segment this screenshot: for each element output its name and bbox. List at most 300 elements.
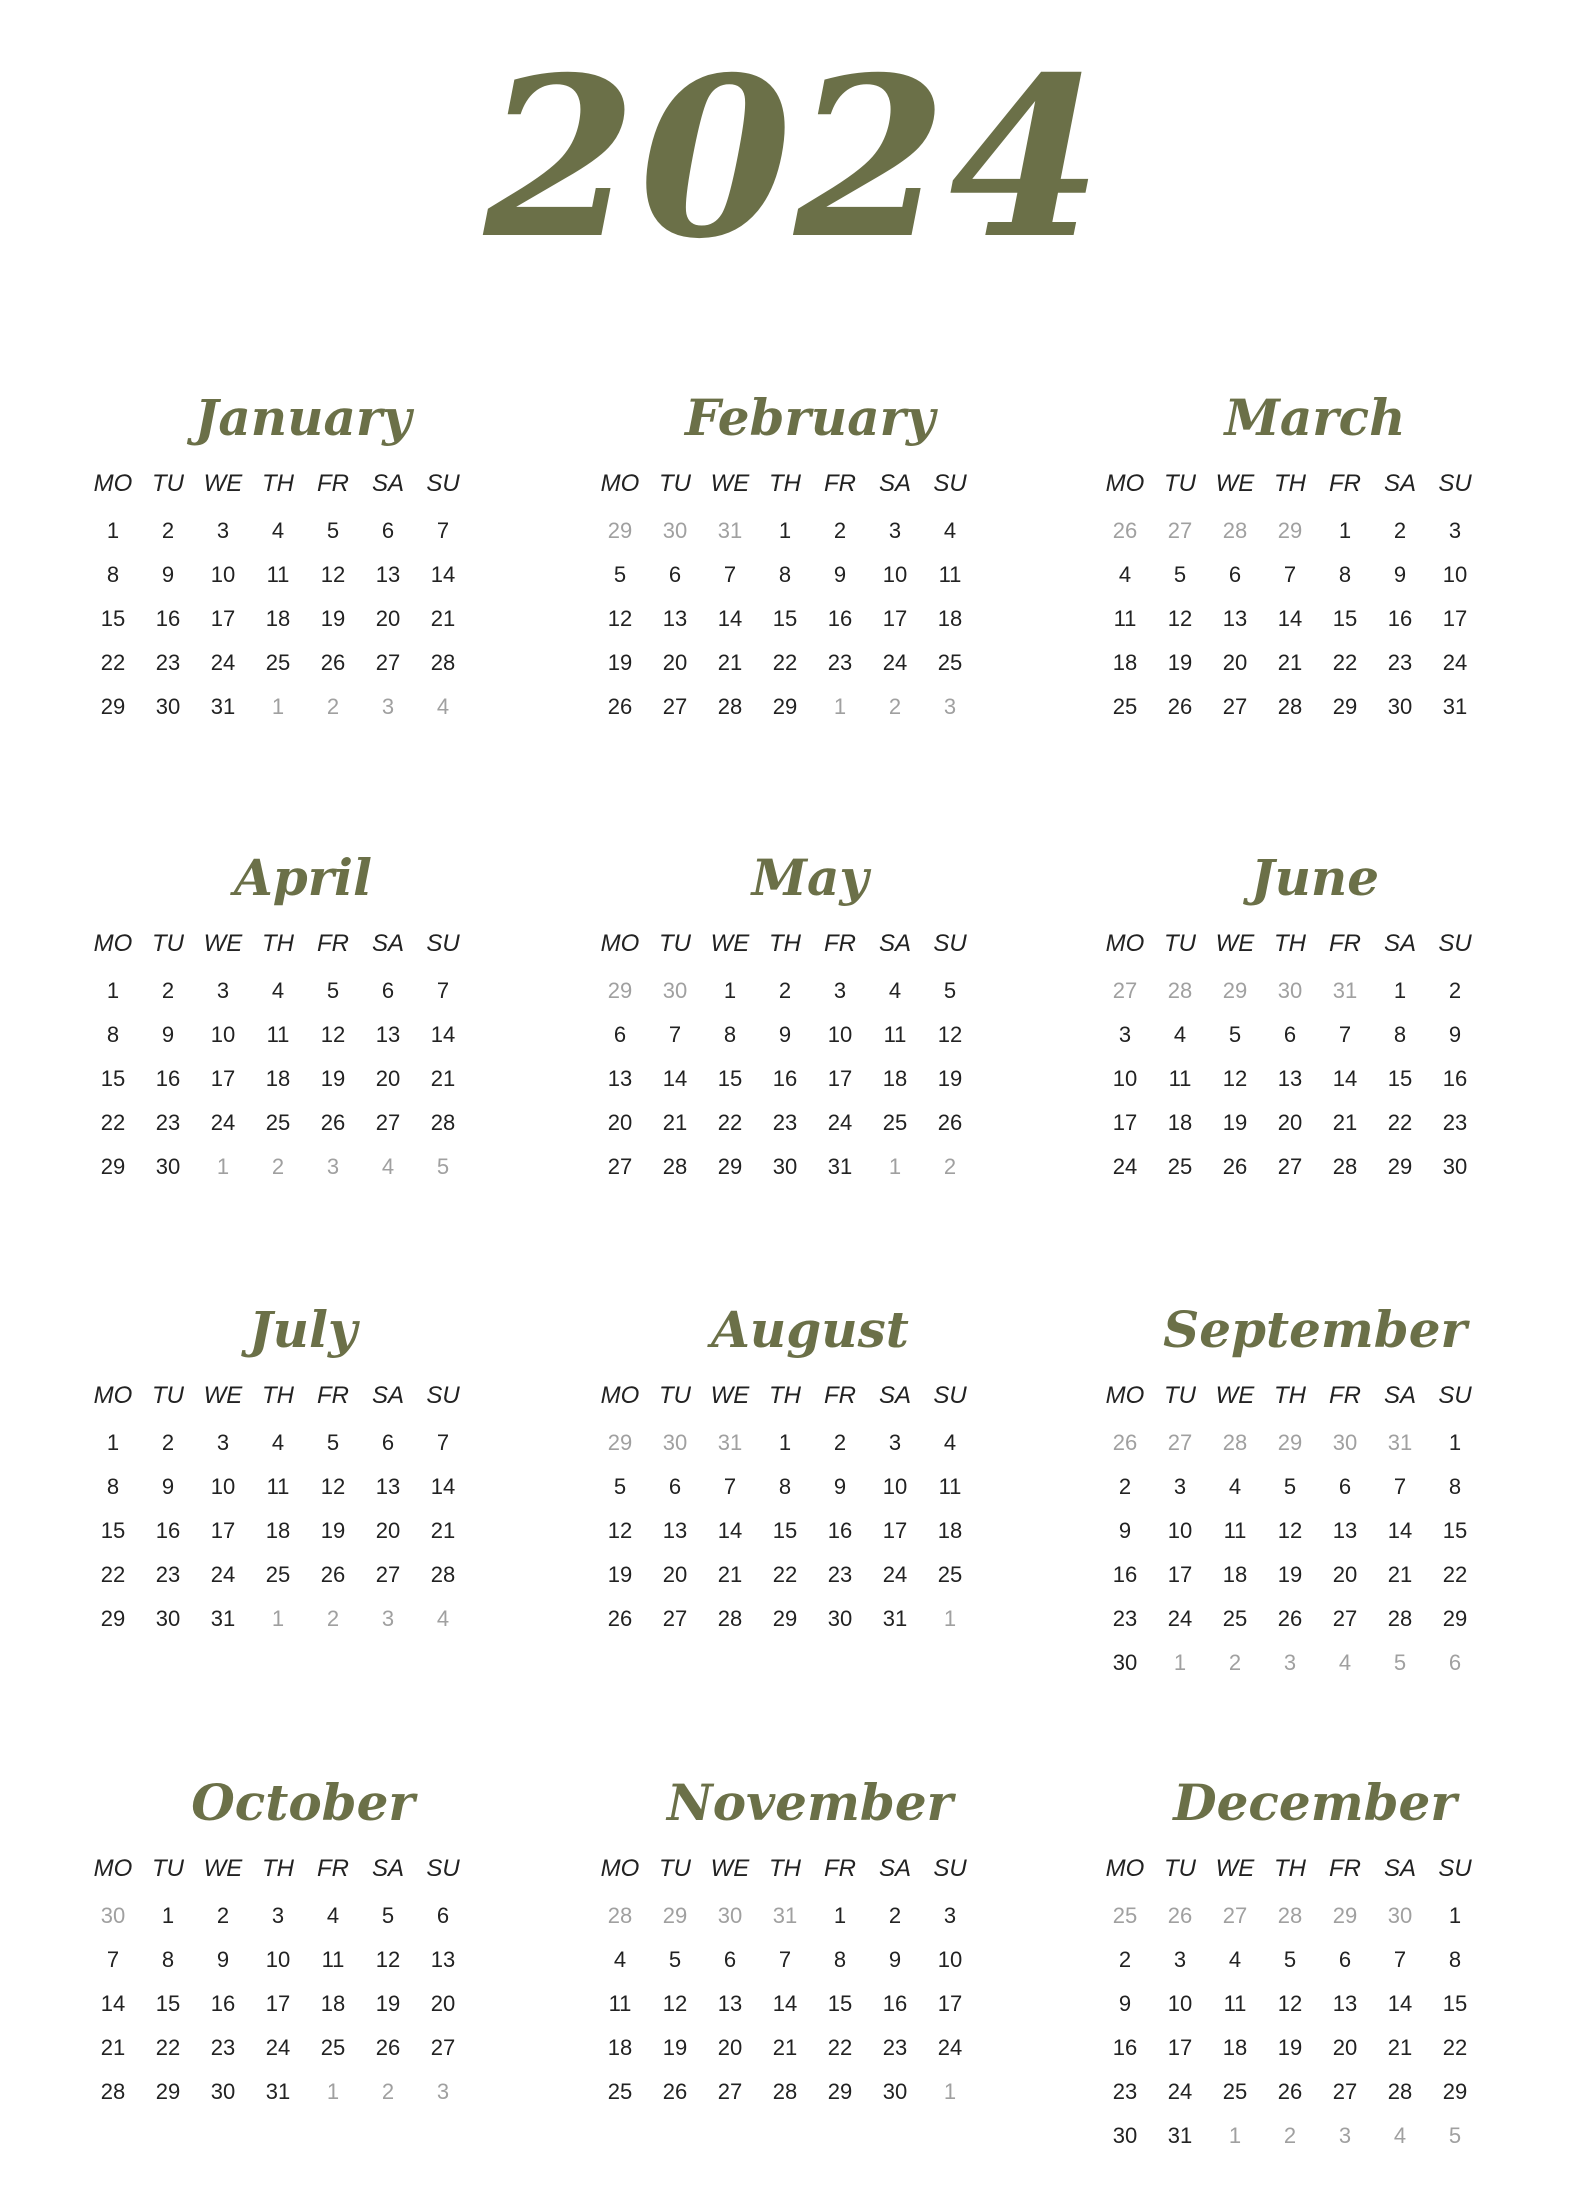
day-cell: 26 <box>662 2079 688 2104</box>
weekday-label: TU <box>152 930 184 957</box>
weekday-label: TU <box>1164 1855 1196 1882</box>
day-cell: 19 <box>1167 650 1193 675</box>
day-cell: 31 <box>827 1154 853 1179</box>
day-cell: 22 <box>100 650 126 675</box>
day-cell: 2 <box>1118 1947 1132 1972</box>
weekday-label: SU <box>426 1382 460 1409</box>
weekday-label: TH <box>769 1382 801 1409</box>
weekday-label: SU <box>426 1855 460 1882</box>
day-cell: 27 <box>1332 2079 1358 2104</box>
week-row <box>1095 598 1535 640</box>
week-row <box>83 970 523 1012</box>
day-cell-adjacent-month: 6 <box>1448 1650 1462 1675</box>
day-cell: 12 <box>662 1991 688 2016</box>
day-cell: 13 <box>1332 1518 1358 1543</box>
day-cell: 12 <box>320 562 346 587</box>
week-row <box>1095 1895 1535 1937</box>
weekday-header-row <box>590 1851 1030 1887</box>
day-cell: 26 <box>1167 694 1193 719</box>
day-cell: 24 <box>827 1110 853 1135</box>
week-row <box>590 1466 1030 1508</box>
day-cell: 16 <box>882 1991 908 2016</box>
weekday-label: SA <box>878 1382 911 1409</box>
year-title: 2024 <box>483 28 1105 287</box>
day-cell: 20 <box>375 606 401 631</box>
weekday-label: TU <box>1164 470 1196 497</box>
day-cell: 4 <box>326 1903 340 1928</box>
weekday-label: FR <box>1329 1855 1361 1882</box>
day-cell: 12 <box>375 1947 401 1972</box>
day-cell: 1 <box>833 1903 847 1928</box>
day-cell: 13 <box>430 1947 456 1972</box>
week-row <box>1095 1014 1535 1056</box>
day-cell: 27 <box>717 2079 743 2104</box>
weekday-label: FR <box>317 1382 349 1409</box>
day-cell: 5 <box>668 1947 682 1972</box>
day-cell: 21 <box>662 1110 688 1135</box>
day-cell: 20 <box>430 1991 456 2016</box>
day-cell: 30 <box>155 1154 181 1179</box>
day-cell: 17 <box>210 606 236 631</box>
day-cell: 17 <box>1167 2035 1193 2060</box>
weekday-label: FR <box>317 930 349 957</box>
day-cell-adjacent-month: 29 <box>1222 978 1248 1003</box>
day-cell: 11 <box>266 562 290 587</box>
day-cell: 2 <box>833 518 847 543</box>
day-cell: 15 <box>155 1991 181 2016</box>
day-cell: 20 <box>375 1066 401 1091</box>
day-cell: 26 <box>607 1606 633 1631</box>
day-cell: 23 <box>1442 1110 1468 1135</box>
day-cell-adjacent-month: 30 <box>1277 978 1303 1003</box>
day-cell: 13 <box>717 1991 743 2016</box>
week-row <box>1095 1554 1535 1596</box>
day-cell: 31 <box>1442 694 1468 719</box>
day-cell: 29 <box>827 2079 853 2104</box>
day-cell: 27 <box>1222 694 1248 719</box>
day-cell-adjacent-month: 4 <box>1393 2123 1407 2148</box>
day-cell-adjacent-month: 31 <box>1387 1430 1413 1455</box>
weekday-label: FR <box>1329 1382 1361 1409</box>
day-cell: 23 <box>827 1562 853 1587</box>
day-cell: 20 <box>375 1518 401 1543</box>
day-cell: 28 <box>1387 2079 1413 2104</box>
weekday-label: SA <box>1383 1382 1416 1409</box>
weekday-header-row <box>83 466 523 502</box>
day-cell-adjacent-month: 1 <box>271 694 285 719</box>
month-name: August <box>711 1300 909 1359</box>
day-cell: 12 <box>320 1474 346 1499</box>
day-cell-adjacent-month: 30 <box>1387 1903 1413 1928</box>
day-cell-adjacent-month: 29 <box>607 978 633 1003</box>
day-cell: 3 <box>271 1903 285 1928</box>
weekday-label: SU <box>1438 470 1472 497</box>
day-cell-adjacent-month: 1 <box>1228 2123 1242 2148</box>
weekday-label: SA <box>878 930 911 957</box>
day-cell: 10 <box>210 562 236 587</box>
day-cell: 29 <box>1442 2079 1468 2104</box>
week-row <box>1095 686 1535 728</box>
day-cell: 23 <box>1387 650 1413 675</box>
week-row <box>83 1598 523 1640</box>
day-cell: 31 <box>265 2079 291 2104</box>
day-cell: 7 <box>106 1947 120 1972</box>
weekday-label: MO <box>93 930 133 957</box>
day-cell: 14 <box>1332 1066 1358 1091</box>
day-cell-adjacent-month: 31 <box>717 518 743 543</box>
weekday-label: SU <box>426 470 460 497</box>
day-cell: 5 <box>326 518 340 543</box>
day-cell: 3 <box>1173 1947 1187 1972</box>
day-cell: 16 <box>1442 1066 1468 1091</box>
day-cell: 10 <box>210 1022 236 1047</box>
day-cell: 25 <box>937 650 963 675</box>
week-row <box>590 2071 1030 2113</box>
day-cell: 10 <box>827 1022 853 1047</box>
day-cell: 2 <box>161 518 175 543</box>
day-cell: 24 <box>210 1562 236 1587</box>
day-cell: 25 <box>265 1562 291 1587</box>
day-cell-adjacent-month: 2 <box>326 1606 340 1631</box>
day-cell: 14 <box>1387 1991 1413 2016</box>
month-name: June <box>1250 848 1380 907</box>
day-cell-adjacent-month: 4 <box>381 1154 395 1179</box>
day-cell: 26 <box>937 1110 963 1135</box>
week-row <box>83 598 523 640</box>
weekday-label: SU <box>1438 1382 1472 1409</box>
day-cell: 18 <box>265 606 291 631</box>
week-row <box>83 686 523 728</box>
day-cell: 11 <box>266 1022 290 1047</box>
day-cell: 11 <box>1113 606 1137 631</box>
day-cell: 8 <box>161 1947 175 1972</box>
day-cell: 15 <box>1442 1518 1468 1543</box>
day-cell-adjacent-month: 31 <box>717 1430 743 1455</box>
month-name: May <box>751 848 869 907</box>
day-cell: 28 <box>772 2079 798 2104</box>
month-december <box>1095 1773 1535 2159</box>
day-cell: 25 <box>1167 1154 1193 1179</box>
day-cell: 20 <box>1222 650 1248 675</box>
week-row <box>83 554 523 596</box>
week-row <box>83 510 523 552</box>
day-cell: 24 <box>210 1110 236 1135</box>
day-cell: 11 <box>938 1474 962 1499</box>
day-cell: 2 <box>888 1903 902 1928</box>
week-row <box>83 2027 523 2069</box>
day-cell: 2 <box>778 978 792 1003</box>
day-cell: 17 <box>210 1066 236 1091</box>
week-row <box>1095 2071 1535 2113</box>
week-row <box>1095 1466 1535 1508</box>
day-cell: 13 <box>607 1066 633 1091</box>
week-row <box>590 686 1030 728</box>
day-cell: 1 <box>1448 1903 1462 1928</box>
weekday-label: MO <box>93 1855 133 1882</box>
weekday-label: FR <box>317 1855 349 1882</box>
day-cell-adjacent-month: 27 <box>1167 518 1193 543</box>
day-cell-adjacent-month: 2 <box>1228 1650 1242 1675</box>
day-cell: 18 <box>607 2035 633 2060</box>
day-cell: 8 <box>106 1022 120 1047</box>
week-row <box>1095 1983 1535 2025</box>
weekday-label: FR <box>317 470 349 497</box>
day-cell: 13 <box>1277 1066 1303 1091</box>
week-row <box>83 1058 523 1100</box>
weekday-label: SU <box>1438 930 1472 957</box>
day-cell-adjacent-month: 1 <box>833 694 847 719</box>
day-cell: 3 <box>833 978 847 1003</box>
day-cell: 28 <box>1332 1154 1358 1179</box>
day-cell: 28 <box>1387 1606 1413 1631</box>
day-cell-adjacent-month: 3 <box>381 694 395 719</box>
day-cell: 23 <box>155 1110 181 1135</box>
day-cell: 8 <box>106 562 120 587</box>
day-cell: 12 <box>937 1022 963 1047</box>
day-cell: 13 <box>375 1474 401 1499</box>
week-row <box>1095 510 1535 552</box>
day-cell: 25 <box>265 1110 291 1135</box>
day-cell: 9 <box>1118 1991 1132 2016</box>
day-cell: 28 <box>430 650 456 675</box>
weekday-label: TU <box>152 1382 184 1409</box>
day-cell: 19 <box>1222 1110 1248 1135</box>
day-cell: 9 <box>161 1022 175 1047</box>
week-row <box>1095 1146 1535 1188</box>
day-cell: 6 <box>723 1947 737 1972</box>
day-cell: 18 <box>265 1066 291 1091</box>
day-cell: 27 <box>662 1606 688 1631</box>
day-cell: 8 <box>723 1022 737 1047</box>
day-cell-adjacent-month: 28 <box>607 1903 633 1928</box>
day-cell-adjacent-month: 30 <box>717 1903 743 1928</box>
day-cell: 30 <box>210 2079 236 2104</box>
weekday-label: MO <box>93 470 133 497</box>
day-cell: 14 <box>1277 606 1303 631</box>
day-cell: 6 <box>668 1474 682 1499</box>
weekday-label: WE <box>1215 1382 1255 1409</box>
day-cell: 31 <box>210 694 236 719</box>
day-cell: 6 <box>668 562 682 587</box>
day-cell: 10 <box>882 562 908 587</box>
week-row <box>83 1102 523 1144</box>
weekday-header-row <box>1095 466 1535 502</box>
day-cell: 1 <box>1448 1430 1462 1455</box>
day-cell-adjacent-month: 3 <box>1283 1650 1297 1675</box>
weekday-label: SU <box>933 1855 967 1882</box>
day-cell: 22 <box>772 1562 798 1587</box>
day-cell: 31 <box>1167 2123 1193 2148</box>
day-cell: 12 <box>1277 1518 1303 1543</box>
weekday-label: WE <box>710 470 750 497</box>
day-cell: 23 <box>1112 1606 1138 1631</box>
week-row <box>590 642 1030 684</box>
day-cell-adjacent-month: 2 <box>943 1154 957 1179</box>
month-june <box>1095 848 1535 1190</box>
weekday-label: TH <box>769 470 801 497</box>
day-cell: 16 <box>155 606 181 631</box>
day-cell-adjacent-month: 28 <box>1222 1430 1248 1455</box>
day-cell-adjacent-month: 29 <box>607 1430 633 1455</box>
weekday-label: WE <box>203 470 243 497</box>
week-row <box>590 1058 1030 1100</box>
day-cell: 29 <box>1442 1606 1468 1631</box>
day-cell: 6 <box>1228 562 1242 587</box>
day-cell: 2 <box>161 978 175 1003</box>
day-cell: 19 <box>320 1518 346 1543</box>
day-cell: 20 <box>1332 2035 1358 2060</box>
week-row <box>590 1422 1030 1464</box>
weekday-label: SA <box>1383 930 1416 957</box>
day-cell: 25 <box>937 1562 963 1587</box>
day-cell: 29 <box>1387 1154 1413 1179</box>
day-cell: 28 <box>430 1562 456 1587</box>
weekday-label: MO <box>600 1382 640 1409</box>
day-cell: 1 <box>161 1903 175 1928</box>
day-cell: 15 <box>1387 1066 1413 1091</box>
day-cell: 23 <box>155 650 181 675</box>
day-cell: 18 <box>1222 1562 1248 1587</box>
day-cell: 9 <box>216 1947 230 1972</box>
weekday-label: TU <box>152 470 184 497</box>
week-row <box>83 1146 523 1188</box>
day-cell: 21 <box>772 2035 798 2060</box>
day-cell: 17 <box>210 1518 236 1543</box>
weekday-label: WE <box>710 930 750 957</box>
day-cell: 15 <box>100 1518 126 1543</box>
week-row <box>1095 1510 1535 1552</box>
day-cell: 1 <box>1338 518 1352 543</box>
week-row <box>590 1983 1030 2025</box>
day-cell: 30 <box>155 1606 181 1631</box>
weekday-label: SU <box>933 930 967 957</box>
day-cell-adjacent-month: 1 <box>888 1154 902 1179</box>
week-row <box>590 1554 1030 1596</box>
day-cell: 18 <box>1112 650 1138 675</box>
day-cell: 14 <box>430 1022 456 1047</box>
weekday-label: TU <box>659 1382 691 1409</box>
day-cell: 29 <box>155 2079 181 2104</box>
day-cell: 14 <box>430 562 456 587</box>
day-cell: 11 <box>266 1474 290 1499</box>
weekday-label: MO <box>1105 470 1145 497</box>
day-cell-adjacent-month: 5 <box>1448 2123 1462 2148</box>
day-cell: 20 <box>717 2035 743 2060</box>
weekday-label: FR <box>824 1382 856 1409</box>
day-cell-adjacent-month: 1 <box>216 1154 230 1179</box>
day-cell: 25 <box>882 1110 908 1135</box>
day-cell: 7 <box>436 1430 450 1455</box>
weekday-label: TH <box>262 470 294 497</box>
day-cell: 16 <box>155 1066 181 1091</box>
weekday-label: TU <box>1164 930 1196 957</box>
day-cell: 9 <box>161 562 175 587</box>
day-cell: 24 <box>882 1562 908 1587</box>
day-cell: 9 <box>833 562 847 587</box>
week-row <box>83 1510 523 1552</box>
day-cell: 3 <box>1118 1022 1132 1047</box>
day-cell: 9 <box>888 1947 902 1972</box>
day-cell: 12 <box>1222 1066 1248 1091</box>
day-cell: 21 <box>1332 1110 1358 1135</box>
day-cell: 16 <box>1112 2035 1138 2060</box>
weekday-label: FR <box>1329 470 1361 497</box>
day-cell: 4 <box>1118 562 1132 587</box>
day-cell: 21 <box>1277 650 1303 675</box>
day-cell: 3 <box>888 1430 902 1455</box>
day-cell: 27 <box>1332 1606 1358 1631</box>
day-cell-adjacent-month: 3 <box>943 694 957 719</box>
day-cell: 29 <box>1332 694 1358 719</box>
day-cell-adjacent-month: 28 <box>1277 1903 1303 1928</box>
week-row <box>1095 1939 1535 1981</box>
day-cell: 9 <box>1448 1022 1462 1047</box>
day-cell: 16 <box>155 1518 181 1543</box>
day-cell: 22 <box>772 650 798 675</box>
day-cell: 24 <box>1167 2079 1193 2104</box>
day-cell: 30 <box>1112 2123 1138 2148</box>
day-cell: 4 <box>1228 1474 1242 1499</box>
day-cell: 8 <box>778 1474 792 1499</box>
day-cell: 3 <box>943 1903 957 1928</box>
week-row <box>590 1895 1030 1937</box>
day-cell-adjacent-month: 29 <box>1277 518 1303 543</box>
day-cell: 21 <box>430 1066 456 1091</box>
day-cell: 5 <box>613 562 627 587</box>
day-cell-adjacent-month: 4 <box>1338 1650 1352 1675</box>
day-cell: 15 <box>1442 1991 1468 2016</box>
day-cell: 23 <box>1112 2079 1138 2104</box>
week-row <box>83 1939 523 1981</box>
day-cell: 10 <box>1442 562 1468 587</box>
day-cell: 5 <box>1173 562 1187 587</box>
day-cell: 26 <box>320 650 346 675</box>
day-cell: 5 <box>326 1430 340 1455</box>
day-cell: 28 <box>662 1154 688 1179</box>
day-cell: 11 <box>321 1947 345 1972</box>
day-cell-adjacent-month: 5 <box>436 1154 450 1179</box>
day-cell: 30 <box>1442 1154 1468 1179</box>
day-cell: 8 <box>106 1474 120 1499</box>
month-march <box>1095 388 1535 730</box>
day-cell: 9 <box>833 1474 847 1499</box>
weekday-label: WE <box>1215 1855 1255 1882</box>
day-cell: 2 <box>216 1903 230 1928</box>
day-cell: 18 <box>937 1518 963 1543</box>
week-row <box>590 1014 1030 1056</box>
day-cell: 12 <box>607 1518 633 1543</box>
day-cell: 22 <box>1442 1562 1468 1587</box>
day-cell: 6 <box>381 1430 395 1455</box>
weekday-label: SA <box>878 470 911 497</box>
day-cell: 19 <box>607 1562 633 1587</box>
day-cell: 30 <box>772 1154 798 1179</box>
weekday-label: SA <box>878 1855 911 1882</box>
day-cell: 17 <box>882 606 908 631</box>
weekday-label: MO <box>1105 1855 1145 1882</box>
month-january <box>83 388 523 730</box>
day-cell: 16 <box>827 1518 853 1543</box>
day-cell-adjacent-month: 2 <box>1283 2123 1297 2148</box>
day-cell: 24 <box>1112 1154 1138 1179</box>
day-cell: 4 <box>943 1430 957 1455</box>
day-cell: 8 <box>1338 562 1352 587</box>
week-row <box>1095 554 1535 596</box>
day-cell: 15 <box>1332 606 1358 631</box>
day-cell: 26 <box>1277 1606 1303 1631</box>
day-cell: 2 <box>161 1430 175 1455</box>
day-cell: 18 <box>882 1066 908 1091</box>
